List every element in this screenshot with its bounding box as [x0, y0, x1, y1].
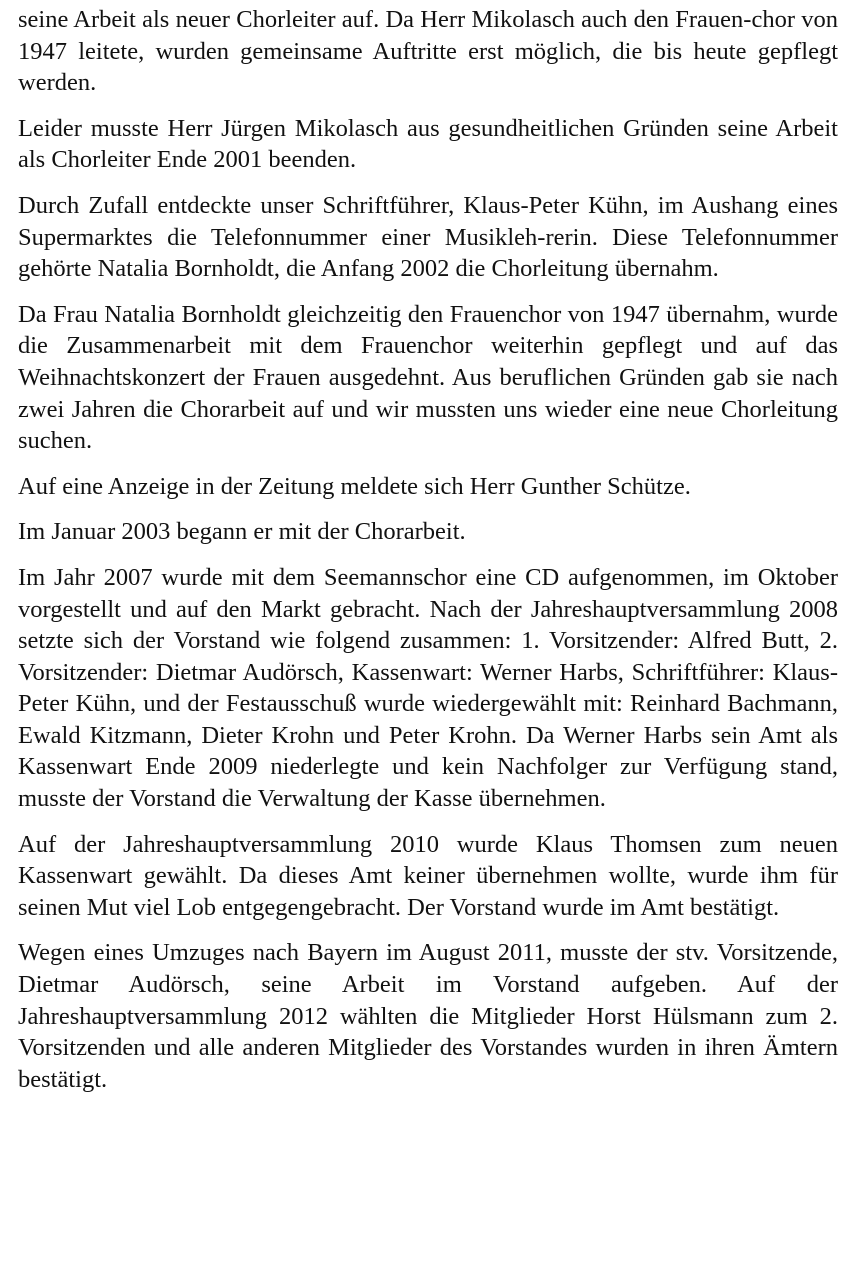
paragraph-schuetze-start: Im Januar 2003 begann er mit der Chorarbeit.: [18, 518, 466, 546]
paragraph-bornholdt-womens-choir: Da Frau Natalia Bornholdt gleichzeitig den Frauenchor von 1947 übernahm, wurde die Zusammenarbeit mit dem Frauenchor weiterhin gepflegt und auf das Weihnachtskonzert der Frauen ausgedehnt. Aus beruflichen Gründen gab sie nach zwei Jahren die Chorarbeit auf und wir mussten uns wieder eine neue Chorleitung suchen.: [18, 300, 838, 455]
paragraph-choir-leader-start: seine Arbeit als neuer Chorleiter auf. Da Herr Mikolasch auch den Frauen-chor von 1947 leitete, wurden gemeinsame Auftritte erst möglich, die bis heute gepflegt werden.: [18, 6, 838, 97]
paragraph-mikolasch-end: Leider musste Herr Jürgen Mikolasch aus gesundheitlichen Gründen seine Arbeit als Chorleiter Ende 2001 beenden.: [18, 114, 838, 174]
document-page: [18, 4, 838, 1109]
paragraph-bornholdt-found: Durch Zufall entdeckte unser Schriftführer, Klaus-Peter Kühn, im Aushang eines Supermarktes die Telefonnummer einer Musikleh-rerin. Diese Telefonnummer gehörte Natalia Bornholdt, die Anfang 2002 die Chorleitung übernahm.: [18, 191, 838, 283]
paragraph-cd-and-board-2008: Im Jahr 2007 wurde mit dem Seemannschor eine CD aufgenommen, im Oktober vorgestellt und auf den Markt gebracht. Nach der Jahreshauptversammlung 2008 setzte sich der Vorstand wie folgend zusammen: 1. Vorsitzender: Alfred Butt, 2. Vorsitzender: Dietmar Audörsch, Kassenwart: Werner Harbs, Schriftführer: Klaus-Peter Kühn, und der Festausschuß wurde wiedergewählt mit: Reinhard Bachmann, Ewald Kitzmann, Dieter Krohn und Peter Krohn. Da Werner Harbs sein Amt als Kassenwart Ende 2009 niederlegte und kein Nachfolger zur Verfügung stand, musste der Vorstand die Verwaltung der Kasse übernehmen.: [18, 563, 838, 813]
paragraph-board-2010: Auf der Jahreshauptversammlung 2010 wurde Klaus Thomsen zum neuen Kassenwart gewählt. Da dieses Amt keiner übernehmen wollte, wurde ihm für seinen Mut viel Lob entgegengebracht. Der Vorstand wurde im Amt bestätigt.: [18, 830, 838, 921]
paragraph-schuetze-ad: Auf eine Anzeige in der Zeitung meldete sich Herr Gunther Schütze.: [18, 472, 691, 500]
paragraph-board-2012: Wegen eines Umzuges nach Bayern im August 2011, musste der stv. Vorsitzende, Dietmar Audörsch, seine Arbeit im Vorstand aufgeben. Auf der Jahreshauptversammlung 2012 wählten die Mitglieder Horst Hülsmann zum 2. Vorsitzenden und alle anderen Mitglieder des Vorstandes wurden in ihren Ämtern bestätigt.: [18, 939, 838, 1093]
